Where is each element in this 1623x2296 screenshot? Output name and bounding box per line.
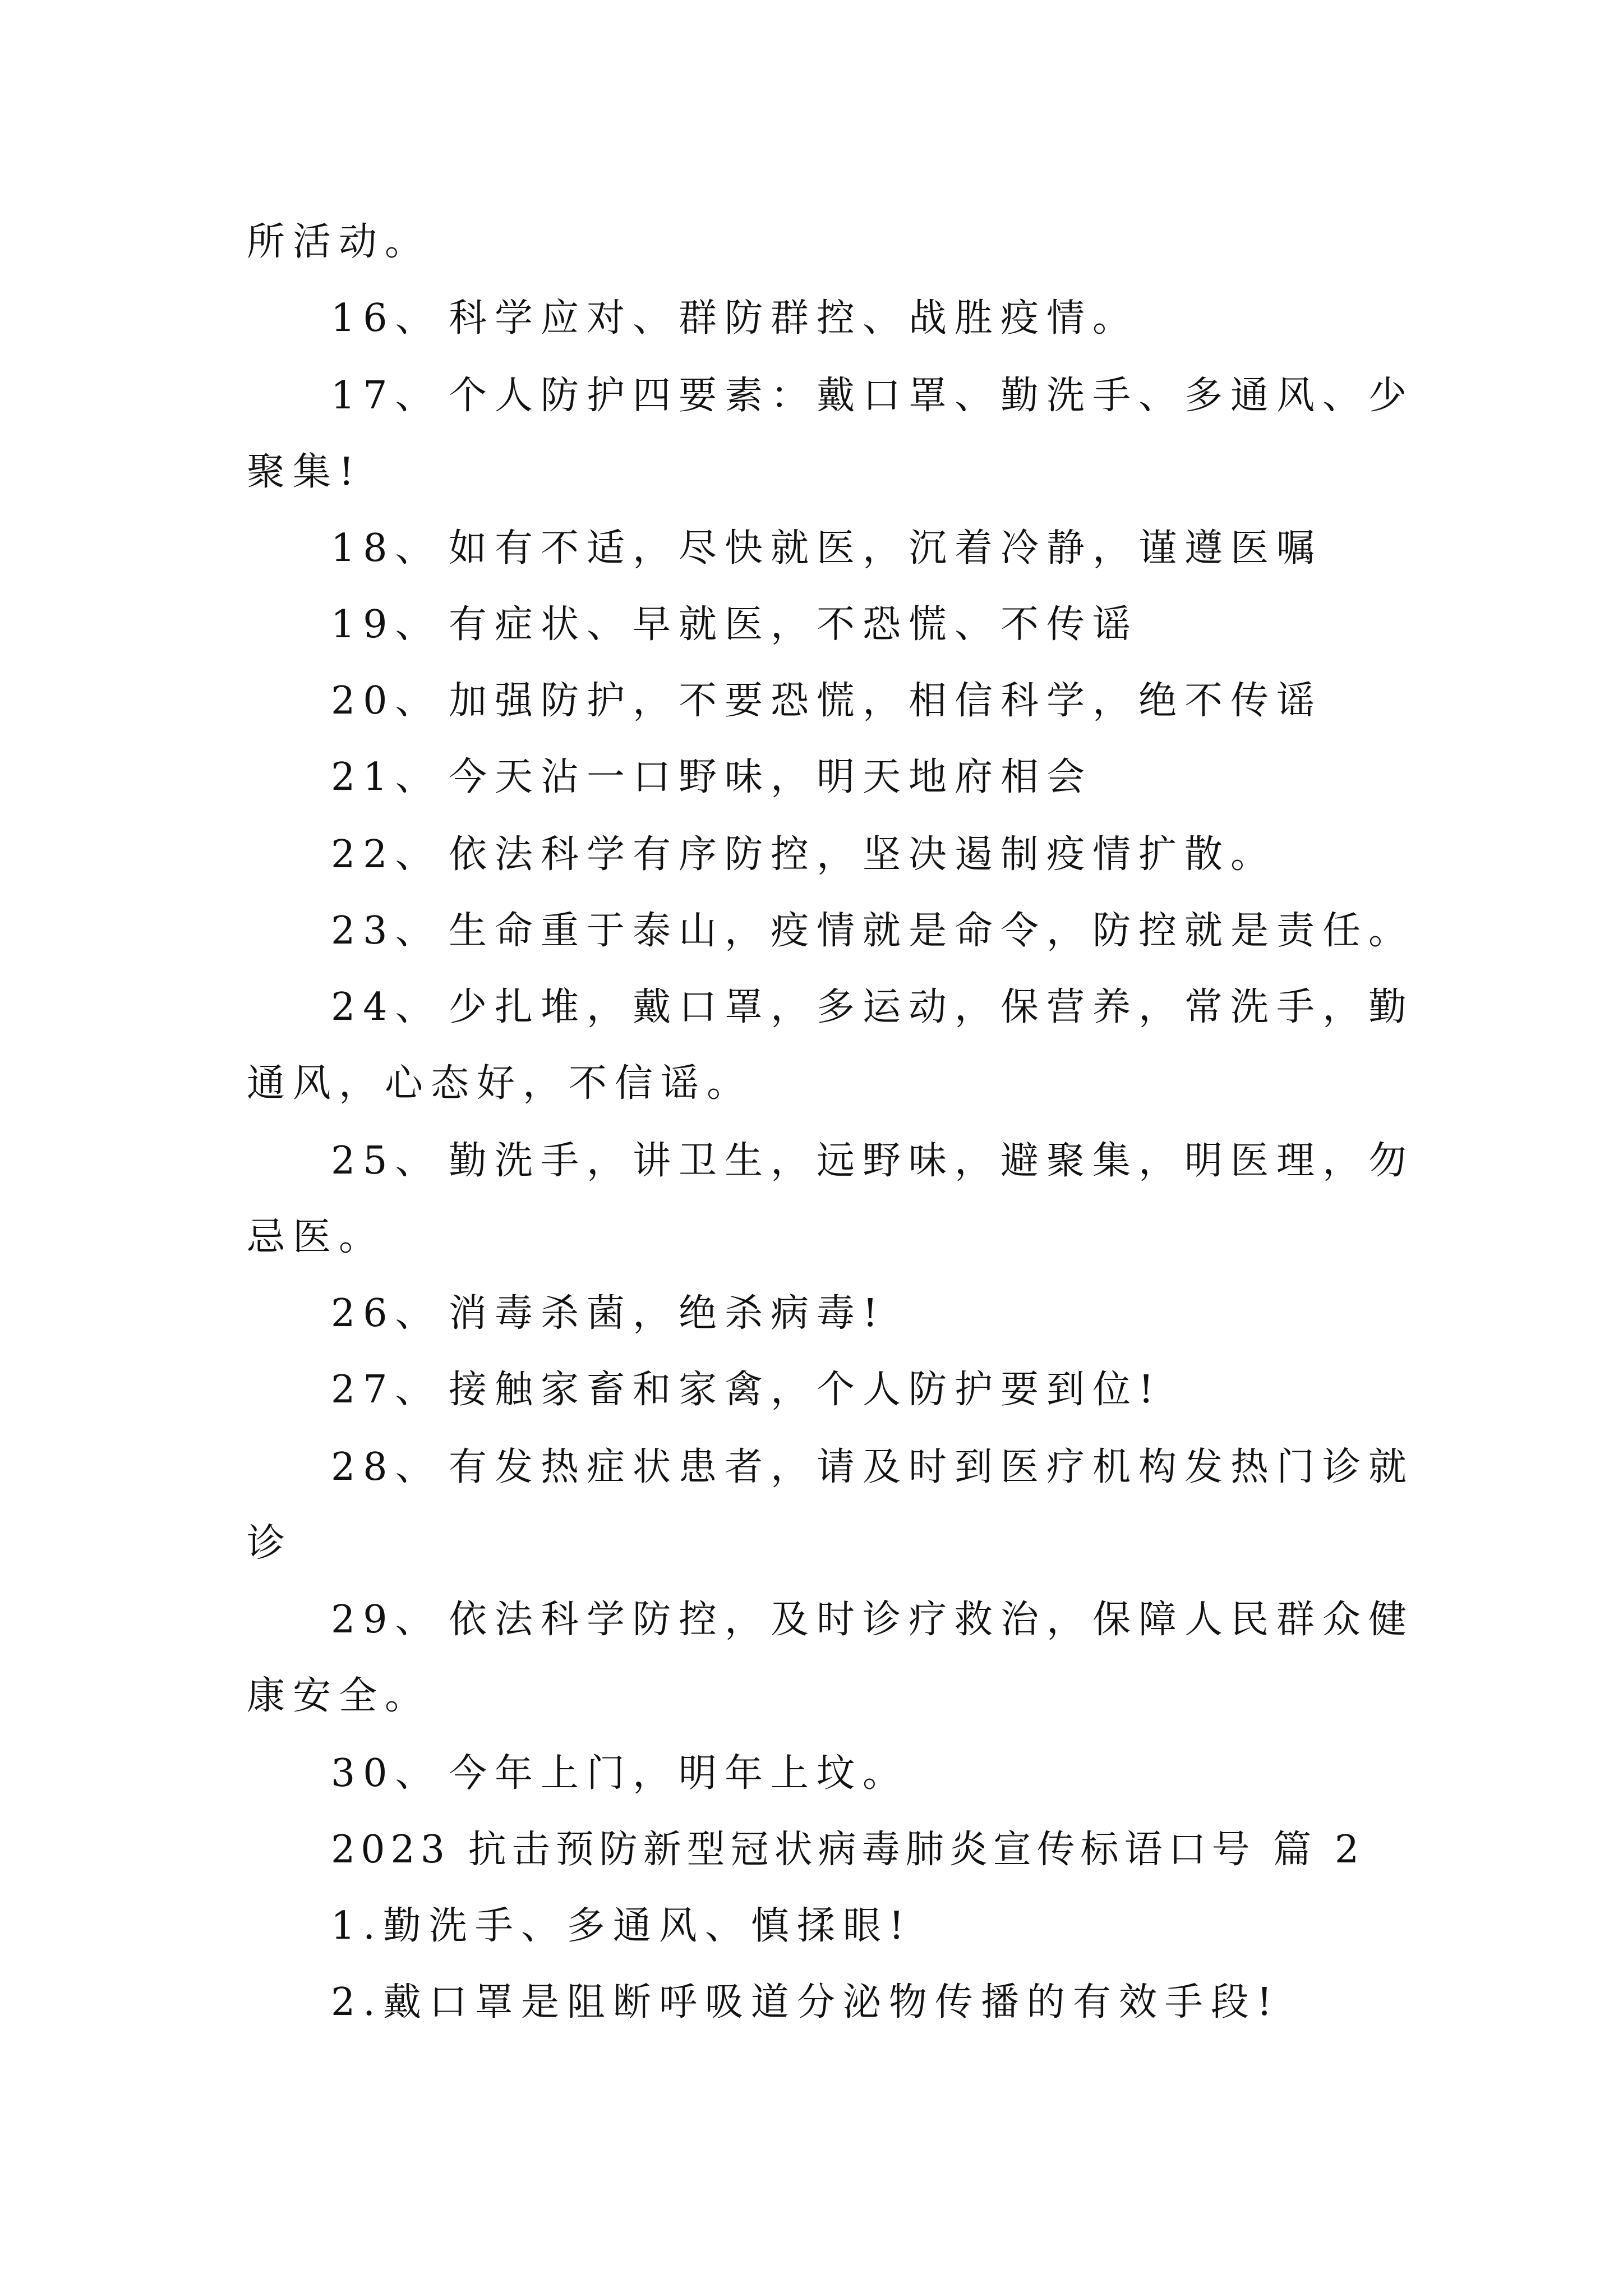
list-item-22 — [331, 832, 1277, 877]
section-heading: 2023 抗击预防新型冠状病毒肺炎宣传标语口号 篇 2 — [331, 1828, 1365, 1872]
item-number: 21、 — [331, 755, 441, 799]
paragraph-1: 1.勤洗手、多通风、慎揉眼! — [331, 1904, 912, 1948]
list-item-19 — [331, 602, 1139, 647]
item-number: 16、 — [331, 296, 441, 341]
list-item-20 — [331, 679, 1323, 723]
item-text: 接触家畜和家禽，个人防护要到位! — [449, 1368, 1162, 1412]
item-number: 20、 — [331, 679, 441, 723]
item-text: 少扎堆，戴口罩，多运动，保营养，常洗手，勤 — [449, 985, 1415, 1029]
continuation-line: 聚集! — [247, 450, 362, 494]
item-text: 如有不适，尽快就医，沉着冷静，谨遵医嘱 — [449, 526, 1323, 570]
item-text: 有症状、早就医，不恐慌、不传谣 — [449, 602, 1139, 647]
item-text: 今年上门，明年上坟。 — [449, 1751, 909, 1796]
item-number: 25、 — [331, 1139, 441, 1183]
list-item-29 — [331, 1598, 1415, 1642]
item-number: 26、 — [331, 1291, 441, 1336]
item-text: 依法科学防控，及时诊疗救治，保障人民群众健 — [449, 1598, 1415, 1642]
item-text: 科学应对、群防群控、战胜疫情。 — [449, 296, 1139, 341]
list-item-21 — [331, 755, 1093, 799]
item-text: 依法科学有序防控，坚决遏制疫情扩散。 — [449, 832, 1277, 877]
item-text: 消毒杀菌，绝杀病毒! — [449, 1291, 886, 1336]
list-item-26 — [331, 1291, 886, 1336]
list-item-27 — [331, 1368, 1162, 1412]
item-number: 27、 — [331, 1368, 441, 1412]
item-text: 有发热症状患者，请及时到医疗机构发热门诊就 — [449, 1445, 1415, 1489]
continuation-line: 康安全。 — [247, 1674, 431, 1718]
continuation-line: 通风，心态好，不信谣。 — [247, 1061, 753, 1106]
item-text: 生命重于泰山，疫情就是命令，防控就是责任。 — [449, 909, 1415, 953]
item-number: 22、 — [331, 832, 441, 877]
list-item-24 — [331, 985, 1415, 1029]
list-item-23 — [331, 909, 1415, 953]
continuation-line: 所活动。 — [247, 220, 431, 264]
list-item-28 — [331, 1445, 1415, 1489]
list-item-30 — [331, 1751, 909, 1796]
item-number: 30、 — [331, 1751, 441, 1796]
item-text: 加强防护，不要恐慌，相信科学，绝不传谣 — [449, 679, 1323, 723]
continuation-line: 诊 — [247, 1521, 293, 1566]
list-item-18 — [331, 526, 1323, 570]
paragraph-2: 2.戴口罩是阻断呼吸道分泌物传播的有效手段! — [331, 1980, 1280, 2024]
list-item-17 — [331, 374, 1415, 418]
item-number: 17、 — [331, 374, 441, 418]
item-text: 今天沾一口野味，明天地府相会 — [449, 755, 1093, 799]
item-number: 28、 — [331, 1445, 441, 1489]
list-item-16 — [331, 296, 1139, 341]
item-text: 个人防护四要素：戴口罩、勤洗手、多通风、少 — [449, 374, 1415, 418]
item-number: 24、 — [331, 985, 441, 1029]
item-number: 23、 — [331, 909, 441, 953]
list-item-25 — [331, 1139, 1415, 1183]
item-text: 勤洗手，讲卫生，远野味，避聚集，明医理，勿 — [449, 1139, 1415, 1183]
continuation-line: 忌医。 — [247, 1215, 385, 1259]
item-number: 29、 — [331, 1598, 441, 1642]
item-number: 19、 — [331, 602, 441, 647]
item-number: 18、 — [331, 526, 441, 570]
